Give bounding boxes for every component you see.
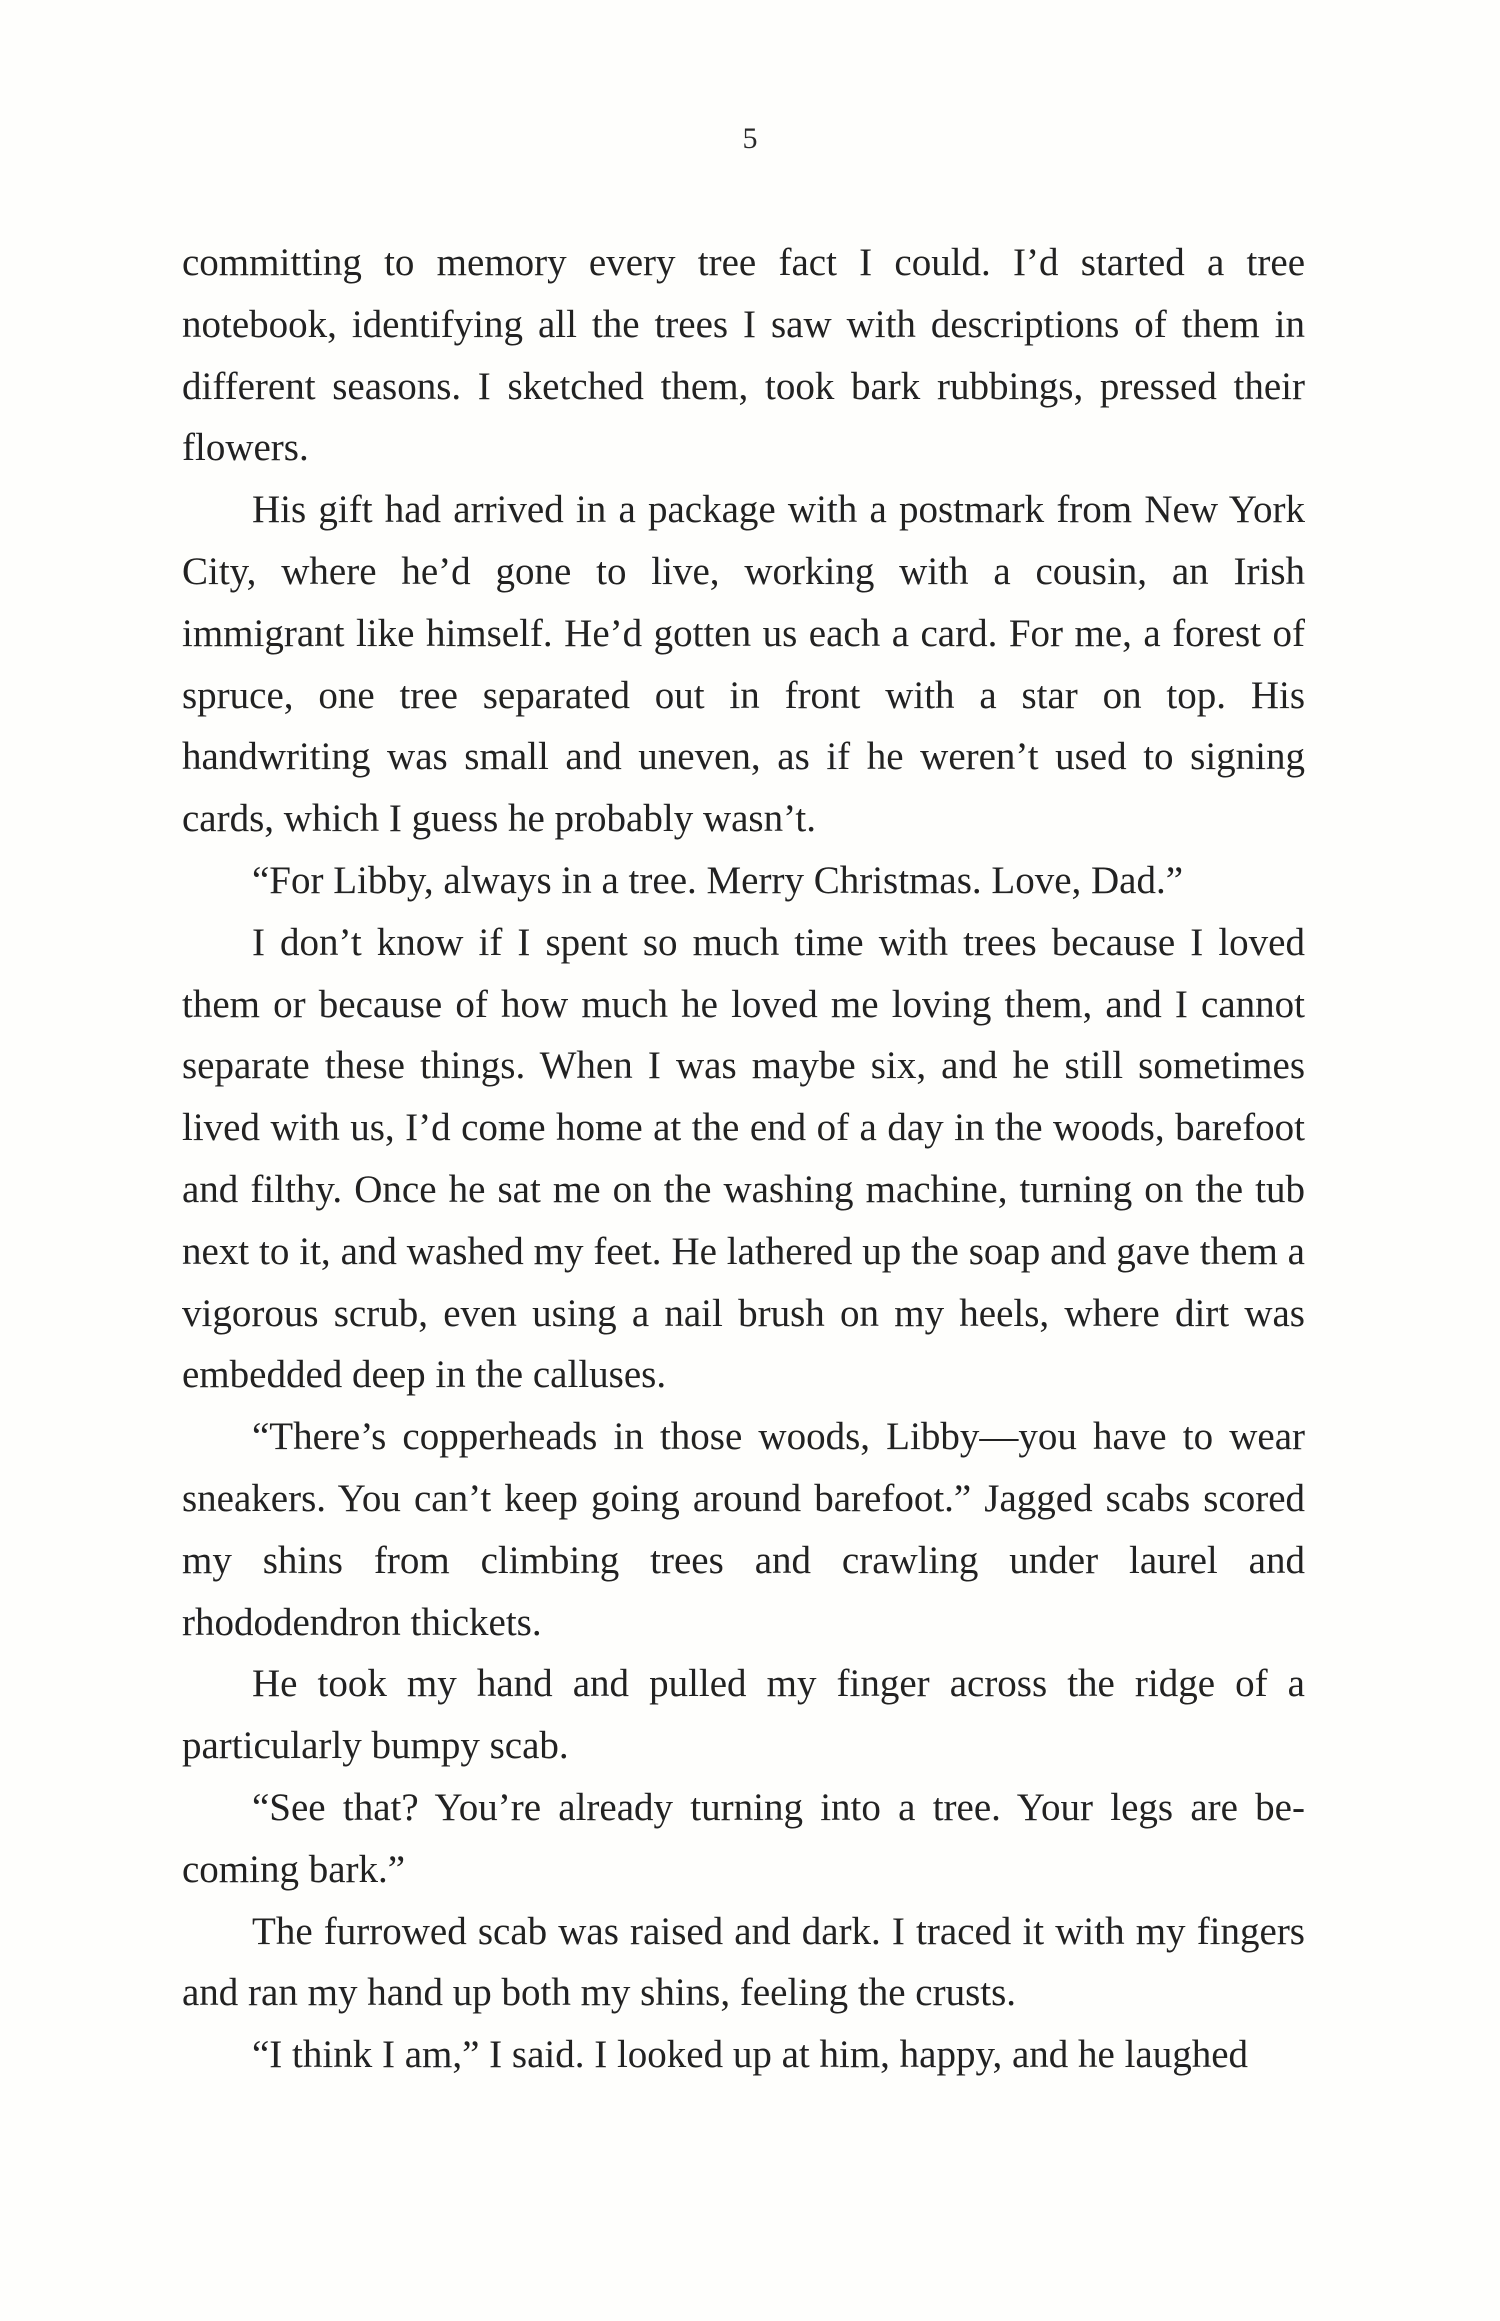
page-number: 5	[742, 122, 758, 155]
paragraph: “There’s copperheads in those woods, Libby—you have to wear sneakers. You can’t keep going around barefoot.” Jagged scabs scored my shins from climbing trees and crawling under laurel and rhododendron thickets.	[182, 1415, 1305, 1644]
paragraph: He took my hand and pulled my finger across the ridge of a particularly bumpy scab.	[182, 1662, 1305, 1768]
paragraph: The furrowed scab was raised and dark. I traced it with my fingers and ran my hand up both my shins, feeling the crusts.	[182, 1909, 1305, 2015]
paragraph: “See that? You’re already turning into a tree. Your legs are becoming bark.”	[182, 1785, 1305, 1891]
paragraph: “For Libby, always in a tree. Merry Christmas. Love, Dad.”	[252, 858, 1184, 902]
paragraph: I don’t know if I spent so much time with trees because I loved them or because of how much he loved me loving them, and I cannot separate these things. When I was maybe six, and he still sometimes lived with us, I’d come home at the end of a day in the woods, barefoot and filthy. Once he sat me on the washing machine, turning on the tub next to it, and washed my feet. He lathered up the soap and gave them a vigorous scrub, even using a nail brush on my heels, where dirt was embedded deep in the calluses.	[182, 920, 1305, 1397]
paragraph: His gift had arrived in a package with a postmark from New York City, where he’d gone to live, working with a cousin, an Irish immigrant like himself. He’d gotten us each a card. For me, a forest of spruce, one tree separated out in front with a star on top. His handwriting was small and uneven, as if he weren’t used to signing cards, which I guess he probably wasn’t.	[182, 488, 1305, 841]
paragraph: “I think I am,” I said. I looked up at him, happy, and he laughed	[252, 2033, 1249, 2077]
body-text	[182, 232, 1305, 2086]
paragraph-continuation: committing to memory every tree fact I could. I’d started a tree notebook, identifying all the trees I saw with descriptions of them in different seasons. I sketched them, took bark rubbings, pressed their flowers.	[182, 241, 1305, 470]
